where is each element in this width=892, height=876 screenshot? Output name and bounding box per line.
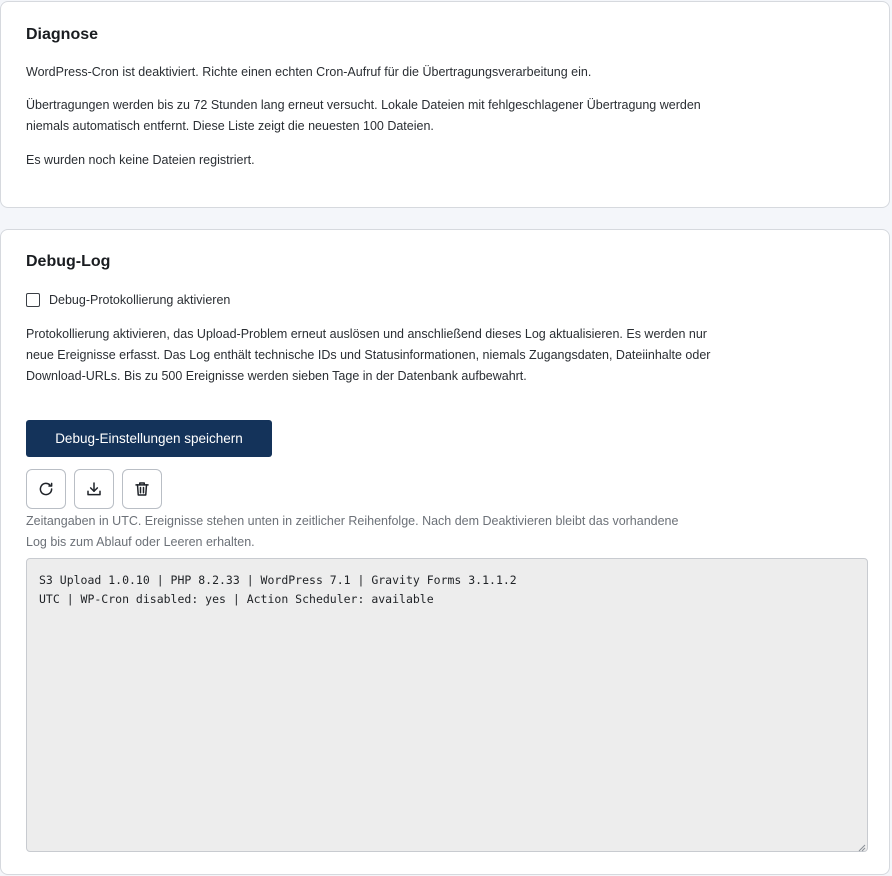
diagnose-title: Diagnose	[26, 26, 99, 43]
empty-files-text: Es wurden noch keine Dateien registriert.	[26, 153, 255, 167]
diagnose-card	[0, 1, 890, 208]
clear-log-button[interactable]	[122, 469, 162, 509]
refresh-log-button[interactable]	[26, 469, 66, 509]
debug-logging-checkbox[interactable]	[26, 293, 40, 307]
debug-log-title: Debug-Log	[26, 253, 111, 270]
debug-logging-checkbox-row[interactable]	[26, 293, 230, 307]
debug-log-textarea[interactable]: S3 Upload 1.0.10 | PHP 8.2.33 | WordPress 7.1 | Gravity Forms 3.1.1.2 UTC | WP-Cron disabled: yes | Action Scheduler: available	[26, 558, 868, 852]
debug-logging-checkbox-label[interactable]: Debug-Protokollierung aktivieren	[49, 293, 231, 307]
retry-info-text: Übertragungen werden bis zu 72 Stunden lang erneut versucht. Lokale Dateien mit fehlgeschlagener Übertragung werden niemals automatisch entfernt. Diese Liste zeigt die neuesten 100 Dateien.	[26, 98, 701, 133]
download-icon	[85, 480, 103, 498]
save-debug-settings-button[interactable]: Debug-Einstellungen speichern	[26, 420, 272, 457]
refresh-icon	[37, 480, 55, 498]
utc-hint-text: Zeitangaben in UTC. Ereignisse stehen unten in zeitlicher Reihenfolge. Nach dem Deaktivieren bleibt das vorhandene Log bis zum Ablauf oder Leeren erhalten.	[26, 514, 679, 549]
debug-log-card	[0, 229, 890, 875]
download-log-button[interactable]	[74, 469, 114, 509]
debug-description-text: Protokollierung aktivieren, das Upload-Problem erneut auslösen und anschließend dieses Log aktualisieren. Es werden nur neue Ereignisse erfasst. Das Log enthält technische IDs und Statusinformationen, niemals Zugangsdaten, Dateiinhalte oder Download-URLs. Bis zu 500 Ereignisse werden sieben Tage in der Datenbank aufbewahrt.	[26, 327, 711, 383]
cron-status-text: WordPress-Cron ist deaktiviert. Richte einen echten Cron-Aufruf für die Übertragungsverarbeitung ein.	[26, 65, 592, 79]
resize-grip-icon[interactable]	[858, 844, 866, 852]
trash-icon	[133, 480, 151, 498]
